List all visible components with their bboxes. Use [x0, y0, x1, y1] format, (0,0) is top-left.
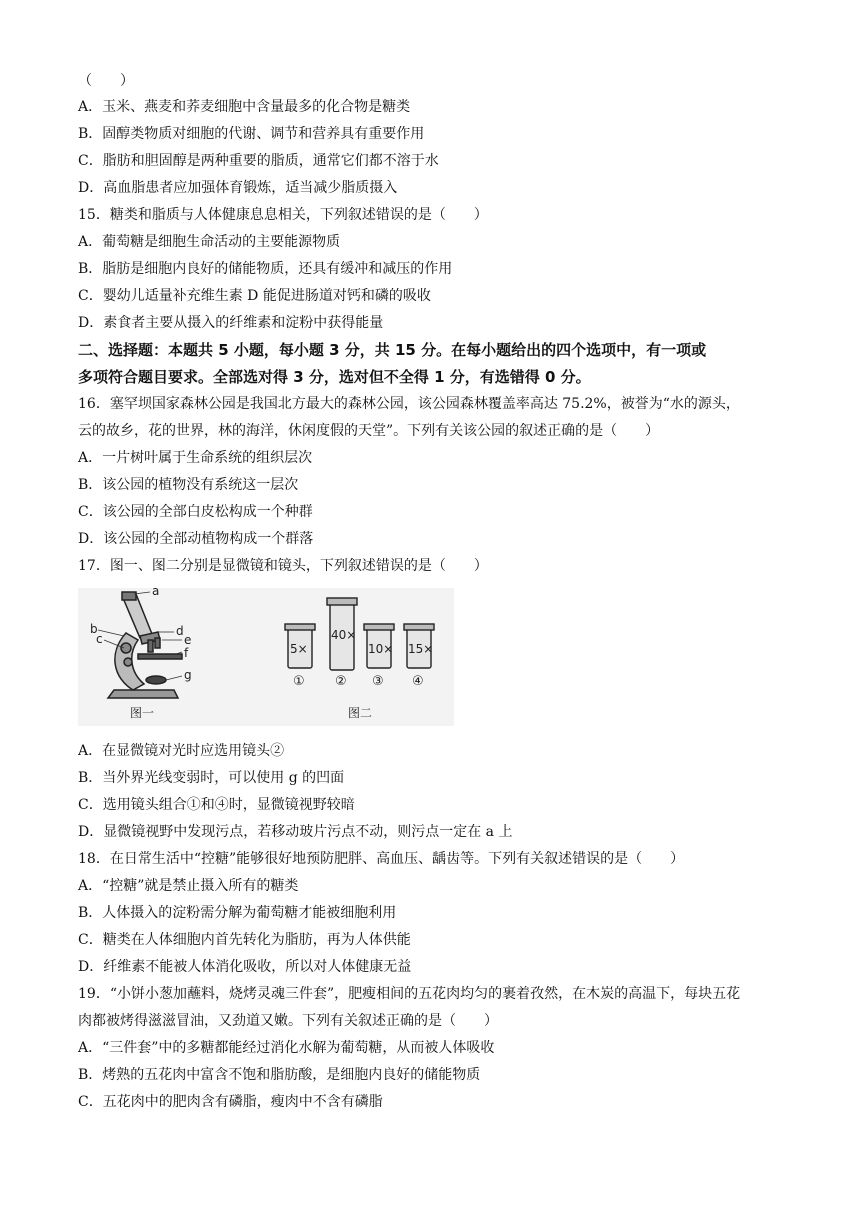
lens-number-4: ④: [412, 674, 424, 689]
option-b: B．人体摄入的淀粉需分解为葡萄糖才能被细胞利用: [78, 905, 397, 921]
question-16-cont: 云的故乡，花的世界，林的海洋，休闲度假的天堂”。下列有关该公园的叙述正确的是（ ）: [78, 423, 660, 439]
answer-bracket: （ ）: [78, 73, 134, 89]
lens-label-4: 15×: [408, 642, 434, 656]
question-19: 19．“小饼小葱加蘸料，烧烤灵魂三件套”，肥瘦相间的五花肉均匀的裹着孜然，在木炭的高温下，每块五花: [78, 986, 741, 1002]
lens-label-2: 40×: [331, 628, 357, 642]
section-heading: 二、选择题：本题共 5 小题，每小题 3 分，共 15 分。在每小题给出的四个选项中，有一项或: [78, 341, 707, 359]
lens-label-3: 10×: [368, 642, 394, 656]
option-b: B．当外界光线变弱时，可以使用 g 的凹面: [78, 770, 345, 786]
label-b: b: [90, 622, 98, 636]
lens-number-3: ③: [372, 674, 384, 689]
option-d: D．高血脂患者应加强体育锻炼，适当减少脂质摄入: [78, 180, 398, 196]
label-d: d: [176, 624, 184, 638]
option-d: D．显微镜视野中发现污点，若移动玻片污点不动，则污点一定在 a 上: [78, 824, 513, 840]
lens-label-1: 5×: [290, 642, 308, 656]
option-c: C．五花肉中的肥肉含有磷脂，瘦肉中不含有磷脂: [78, 1094, 383, 1110]
option-a: A．玉米、燕麦和荞麦细胞中含量最多的化合物是糖类: [78, 99, 411, 115]
section-heading-cont: 多项符合题目要求。全部选对得 3 分，选对但不全得 1 分，有选错得 0 分。: [78, 368, 591, 386]
figure-2-caption: 图二: [348, 706, 373, 720]
option-d: D．素食者主要从摄入的纤维素和淀粉中获得能量: [78, 315, 384, 331]
label-c: c: [96, 632, 103, 646]
option-d: D．该公园的全部动植物构成一个群落: [78, 531, 314, 547]
option-a: A．“控糖”就是禁止摄入所有的糖类: [78, 878, 299, 894]
option-c: C．脂肪和胆固醇是两种重要的脂质，通常它们都不溶于水: [78, 153, 439, 169]
option-b: B．烤熟的五花肉中富含不饱和脂肪酸，是细胞内良好的储能物质: [78, 1067, 481, 1083]
question-16: 16．塞罕坝国家森林公园是我国北方最大的森林公园，该公园森林覆盖率高达 75.2%，被誉为“水的源头，: [78, 396, 740, 412]
option-c: C．婴幼儿适量补充维生素 D 能促进肠道对钙和磷的吸收: [78, 288, 431, 304]
microscope-figure: [78, 584, 454, 726]
option-a: A．“三件套”中的多糖都能经过消化水解为葡萄糖，从而被人体吸收: [78, 1040, 495, 1056]
option-a: A．葡萄糖是细胞生命活动的主要能源物质: [78, 234, 341, 250]
label-f: f: [184, 646, 189, 660]
lens-number-2: ②: [335, 674, 347, 689]
label-a: a: [152, 584, 160, 598]
question-19-cont: 肉都被烤得滋滋冒油，又劲道又嫩。下列有关叙述正确的是（ ）: [78, 1013, 498, 1029]
question-17: 17．图一、图二分别是显微镜和镜头，下列叙述错误的是（ ）: [78, 558, 488, 574]
option-c: C．糖类在人体细胞内首先转化为脂肪，再为人体供能: [78, 932, 411, 948]
question-15: 15．糖类和脂质与人体健康息息相关，下列叙述错误的是（ ）: [78, 207, 488, 223]
option-b: B．固醇类物质对细胞的代谢、调节和营养具有重要作用: [78, 126, 425, 142]
lens-number-1: ①: [293, 674, 305, 689]
label-e: e: [184, 633, 192, 647]
question-18: 18．在日常生活中“控糖”能够很好地预防肥胖、高血压、龋齿等。下列有关叙述错误的是（ ）: [78, 851, 685, 867]
figure-1-caption: 图一: [130, 706, 155, 720]
option-c: C．选用镜头组合①和④时，显微镜视野较暗: [78, 797, 355, 813]
option-b: B．该公园的植物没有系统这一层次: [78, 477, 299, 493]
option-d: D．纤维素不能被人体消化吸收，所以对人体健康无益: [78, 959, 412, 975]
option-b: B．脂肪是细胞内良好的储能物质，还具有缓冲和减压的作用: [78, 261, 453, 277]
option-a: A．在显微镜对光时应选用镜头②: [78, 743, 285, 759]
option-a: A．一片树叶属于生命系统的组织层次: [78, 450, 313, 466]
option-c: C．该公园的全部白皮松构成一个种群: [78, 504, 313, 520]
label-g: g: [184, 668, 192, 682]
